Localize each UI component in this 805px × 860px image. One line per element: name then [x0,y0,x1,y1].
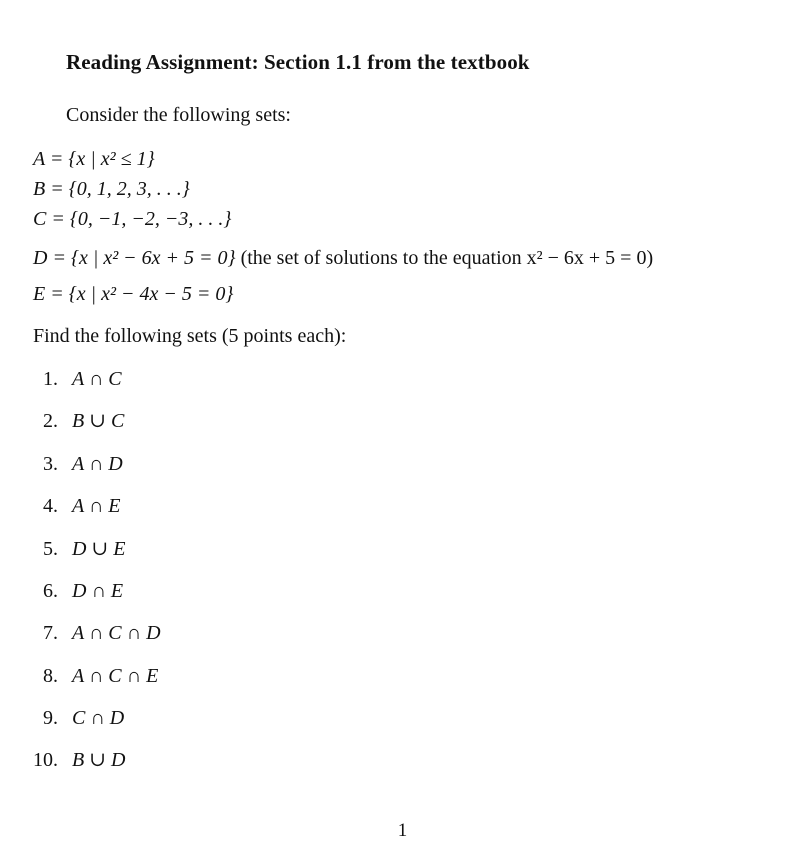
set-definition-a [33,146,155,173]
problem-item [24,748,125,772]
set-definition-e [33,281,233,308]
problem-number: 1. [43,368,58,390]
problem-number: 5. [43,538,58,560]
set-expression: B = {0, 1, 2, 3, . . .} [33,178,190,200]
problem-number: 3. [43,453,58,475]
problem-item [24,621,161,645]
problem-expression: A ∩ C ∩ E [72,665,159,687]
problem-item [24,537,125,561]
assignment-heading: Reading Assignment: Section 1.1 from the textbook [66,50,530,74]
problem-item [24,452,123,476]
problem-expression: A ∩ C [72,368,122,390]
problem-number: 10. [33,749,58,771]
problem-expression: A ∩ D [72,453,123,475]
problem-expression: D ∩ E [72,580,124,602]
set-comment: (the set of solutions to the equation x² − 6x + 5 = 0) [240,247,654,269]
problem-item [24,664,158,688]
problem-number: 7. [43,622,58,644]
set-definition-c [33,206,231,233]
problem-number: 8. [43,665,58,687]
problem-expression: B ∪ C [72,410,125,432]
problem-expression: C ∩ D [72,707,125,729]
set-definition-d [33,245,653,272]
problem-item [24,706,124,730]
problem-number: 4. [43,495,58,517]
problem-expression: B ∪ D [72,749,126,771]
problem-number: 2. [43,410,58,432]
problem-expression: A ∩ E [72,495,121,517]
problem-expression: D ∪ E [72,538,126,560]
problem-item [24,579,123,603]
set-expression: E = {x | x² − 4x − 5 = 0} [33,283,234,305]
problem-item [24,409,124,433]
problem-expression: A ∩ C ∩ D [72,622,161,644]
set-definition-b [33,176,190,203]
set-expression: C = {0, −1, −2, −3, . . .} [33,208,232,230]
find-instruction: Find the following sets (5 points each): [33,325,347,347]
problem-item [24,367,122,391]
intro-text: Consider the following sets: [66,104,291,126]
set-expression: A = {x | x² ≤ 1} [33,148,155,170]
problem-number: 9. [43,707,58,729]
problem-item [24,494,121,518]
page-number: 1 [397,820,408,841]
problem-number: 6. [43,580,58,602]
set-expression: D = {x | x² − 6x + 5 = 0} [33,247,236,269]
